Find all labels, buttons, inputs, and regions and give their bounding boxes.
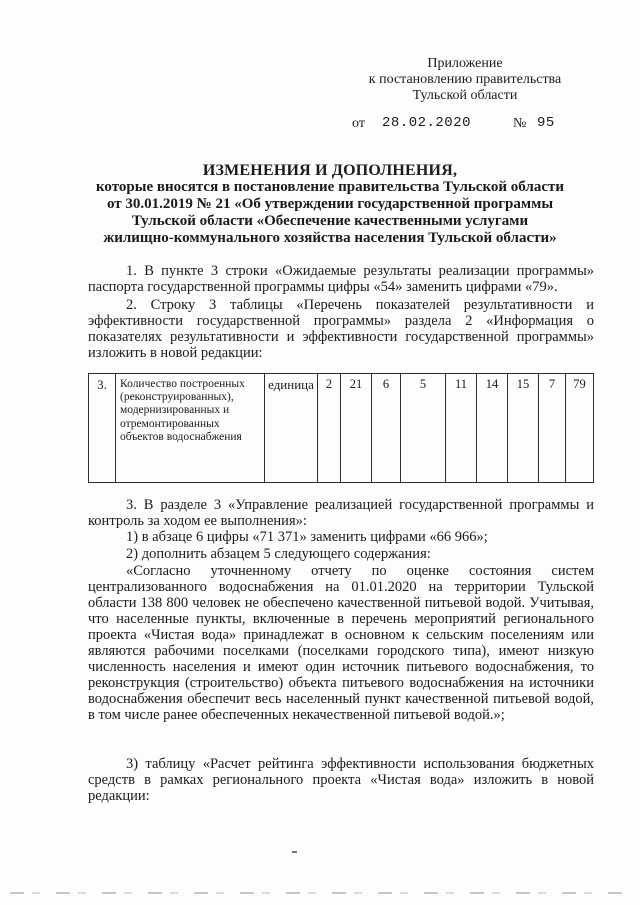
paragraph-1: 1. В пункте 3 строки «Ожидаемые результаты реализации программы» паспорта государственной программы цифры «54» заменить цифрами «79». [88,263,594,295]
paragraph-2: 2. Строку 3 таблицы «Перечень показателей результативности и эффективности государственной программы» раздела 2 «Информация о показателях результативности и эффективности государственной программы» изложить в новой редакции: [88,297,594,361]
indicator-name: Количество построенных (реконструированных), модернизированных и отремонтированных объектов водоснабжения [116,374,265,483]
title-heading: ИЗМЕНЕНИЯ И ДОПОЛНЕНИЯ, [202,162,458,179]
table-row [89,374,594,483]
document-number: 95 [537,115,555,131]
unit-cell: единица [265,374,318,483]
paragraph-3: 3. В разделе 3 «Управление реализацией государственной программы и контроль за ходом ее выполнения»: [88,497,594,529]
title-line: от 30.01.2019 № 21 «Об утверждении государственной программы [106,196,554,212]
value-cell: 21 [341,374,372,483]
title-line: которые вносятся в постановление правительства Тульской области [95,179,565,195]
scan-edge-marks [10,892,630,894]
value-cell: 79 [566,374,594,483]
document-title [60,162,600,247]
appendix-line: Тульской области [412,88,518,103]
value-cell: 5 [401,374,446,483]
indicators-table [88,373,594,483]
title-line: жилищно-коммунального хозяйства населения Тульской области» [103,230,557,246]
value-cell: 11 [446,374,477,483]
scan-dot [292,851,297,853]
row-number: 3. [89,374,116,483]
appendix-line: Приложение [427,56,503,71]
document-date: 28.02.2020 [382,115,472,131]
value-cell: 14 [477,374,508,483]
date-prefix: от [352,116,365,131]
value-cell: 7 [539,374,566,483]
number-label: № [513,116,527,131]
quoted-paragraph: «Согласно уточненному отчету по оценке состояния систем централизованного водоснабжения на 01.01.2020 на территории Тульской области 138 800 человек не обеспечено качественной питьевой водой. Учитывая, что населенные пункты, включенные в перечень мероприятий регионального проекта «Чистая вода» принадлежат в основном к сельским поселениям или являются рабочими поселками (поселками городского типа), имеют низкую численность населения и имеют один источник питьевого водоснабжения, то реконструкция (строительство) объекта питьевого водоснабжения на источники водоснабжения обеспечит весь населенный пункт качественной питьевой водой, в том числе ранее обеспеченных некачественной питьевой водой.»; [88,563,594,723]
title-line: Тульской области «Обеспечение качественными услугами [131,213,529,229]
paragraph-3-item-1: 1) в абзаце 6 цифры «71 371» заменить цифрами «66 966»; [126,529,488,545]
paragraph-3-item-2: 2) дополнить абзацем 5 следующего содержания: [126,546,431,562]
value-cell: 6 [372,374,401,483]
appendix-line: к постановлению правительства [368,72,562,87]
value-cell: 2 [318,374,341,483]
paragraph-3-item-3: 3) таблицу «Расчет рейтинга эффективности использования бюджетных средств в рамках регионального проекта «Чистая вода» изложить в новой редакции: [88,756,594,804]
appendix-block [340,56,590,104]
value-cell: 15 [508,374,539,483]
